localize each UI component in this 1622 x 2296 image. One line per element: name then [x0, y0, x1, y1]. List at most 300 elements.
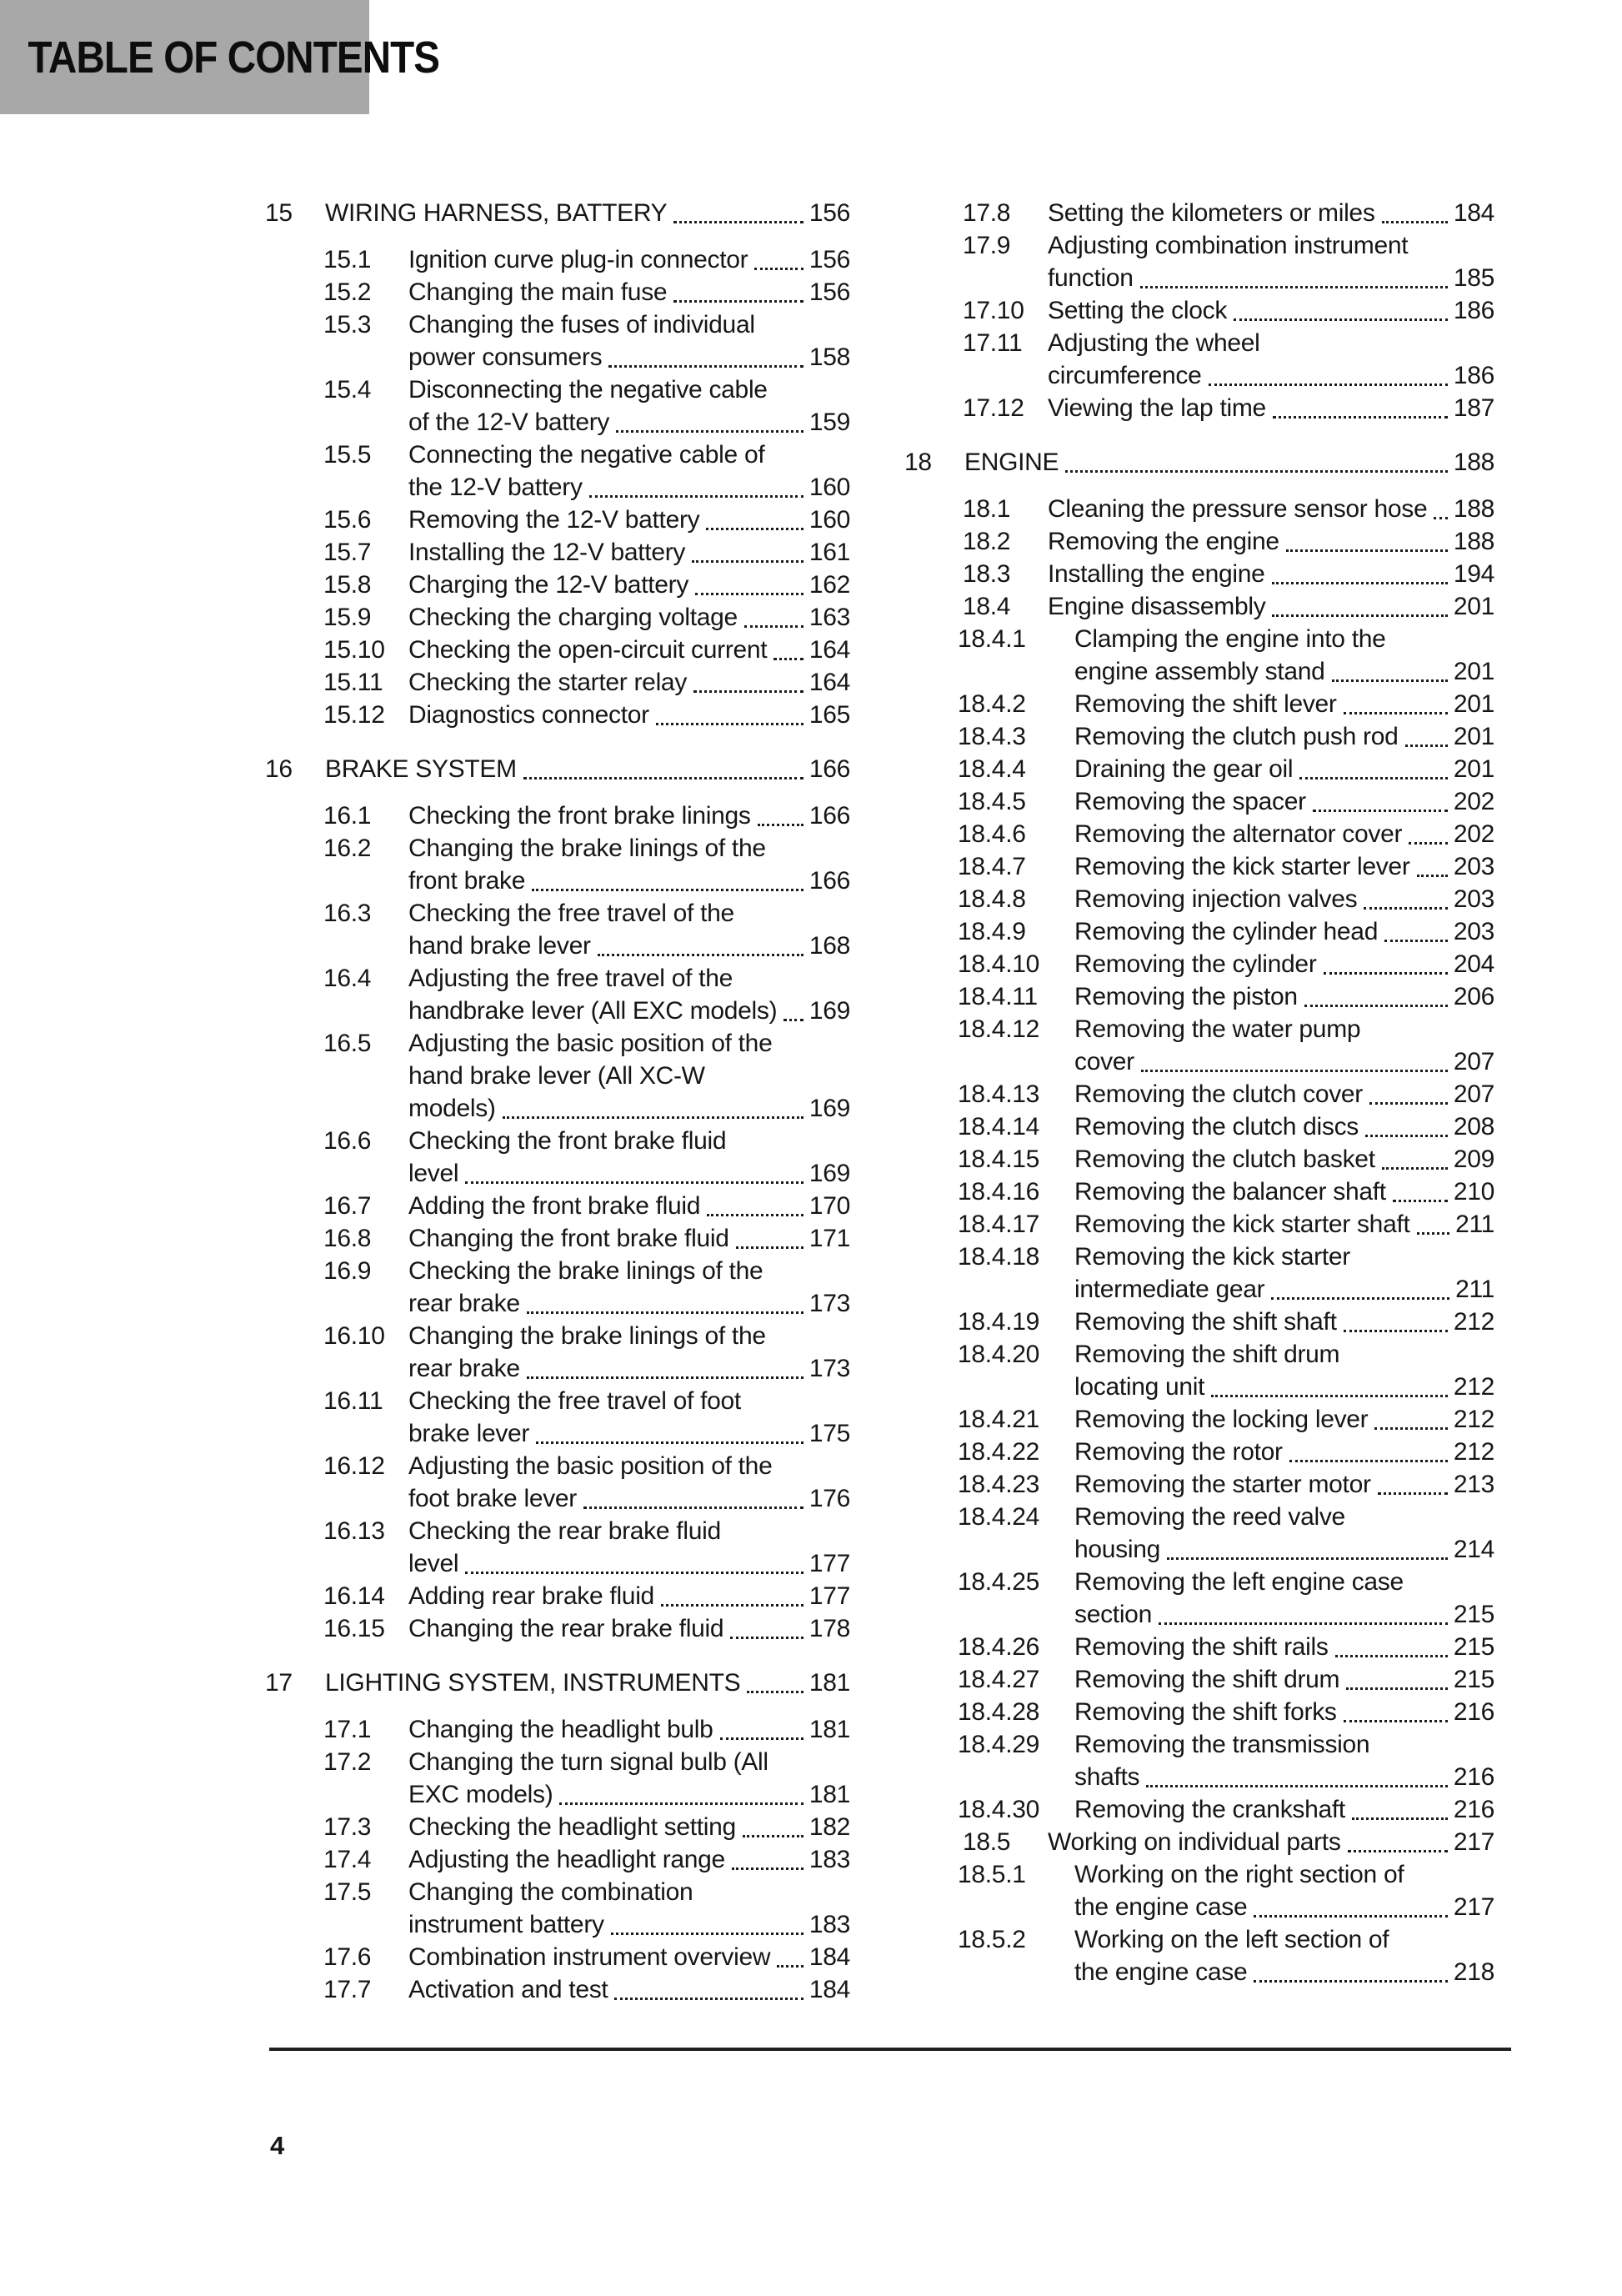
toc-entry-line-text: Removing the engine [1048, 528, 1279, 555]
toc-entry [904, 327, 1494, 392]
toc-entry-title [1074, 1793, 1494, 1826]
toc-entry-line-text: Checking the charging voltage [408, 604, 738, 631]
toc-entry-title [1074, 1501, 1494, 1566]
toc-entry-line [408, 536, 850, 569]
toc-entry-line [1048, 262, 1494, 294]
toc-entry-line [1074, 1306, 1494, 1338]
toc-entry-line [408, 1908, 850, 1941]
toc-entry-page: 217 [1453, 1893, 1494, 1921]
toc-entry-page: 158 [808, 343, 850, 371]
toc-entry-line [408, 1482, 850, 1515]
toc-entry-line-text: Setting the kilometers or miles [1048, 199, 1375, 227]
dot-leader [783, 1019, 803, 1021]
toc-entry-line [1074, 818, 1494, 850]
toc-entry-title [408, 1580, 850, 1612]
toc-entry-title [408, 1713, 850, 1746]
toc-entry-number: 16.7 [323, 1192, 372, 1220]
toc-entry-page: 212 [1453, 1308, 1494, 1336]
dot-leader [1364, 907, 1448, 910]
toc-entry [904, 915, 1494, 948]
toc-entry-title [1048, 590, 1494, 623]
toc-entry [265, 1876, 850, 1941]
toc-entry-title [325, 197, 850, 229]
toc-entry-line [1074, 1533, 1494, 1566]
toc-entry-title [408, 800, 850, 832]
dot-leader [1209, 384, 1448, 386]
toc-entry-line-text: rear brake [408, 1290, 520, 1317]
toc-entry [265, 1190, 850, 1222]
toc-entry [904, 558, 1494, 590]
toc-entry-number: 18.4.18 [958, 1243, 1039, 1271]
toc-entry [265, 666, 850, 699]
toc-entry-page: 188 [1453, 528, 1494, 555]
toc-entry-line [408, 800, 850, 832]
toc-entry-number: 18.4.28 [958, 1698, 1039, 1726]
toc-entry-title [1074, 1110, 1494, 1143]
toc-entry-number: 15.2 [323, 278, 372, 306]
toc-entry-line-text: Removing the kick starter shaft [1074, 1211, 1410, 1238]
dot-leader [1234, 318, 1448, 321]
toc-entry-line-text: Installing the engine [1048, 560, 1265, 588]
dot-leader [536, 1441, 803, 1444]
toc-entry [904, 392, 1494, 424]
toc-entry-line-text: Removing the shift lever [1074, 690, 1337, 718]
dot-leader [743, 1835, 803, 1837]
toc-entry-page: 173 [808, 1355, 850, 1382]
toc-entry-page: 212 [1453, 1438, 1494, 1466]
dot-leader [736, 1246, 803, 1249]
dot-leader [773, 658, 803, 660]
toc-entry [904, 1013, 1494, 1078]
toc-entry-page: 201 [1453, 755, 1494, 783]
toc-entry-number: 17.11 [963, 329, 1023, 357]
toc-entry-line: Connecting the negative cable of [408, 441, 765, 469]
toc-entry-number: 18.4.7 [958, 853, 1026, 880]
toc-entry-number: 15 [265, 199, 293, 227]
toc-entry-page: 169 [808, 1095, 850, 1122]
dot-leader [1369, 1102, 1448, 1105]
toc-entry [904, 1923, 1494, 1988]
toc-entry-number: 18.2 [963, 528, 1011, 555]
dot-leader [1378, 1492, 1448, 1495]
toc-entry-line-text: Engine disassembly [1048, 593, 1266, 620]
toc-entry-line-text: the engine case [1074, 1958, 1248, 1986]
toc-entry-line [1048, 392, 1494, 424]
toc-entry-number: 18.4.26 [958, 1633, 1039, 1661]
toc-entry [904, 1858, 1494, 1923]
toc-entry-title [1048, 197, 1494, 229]
dot-leader [673, 300, 803, 303]
toc-entry-title [1074, 1208, 1494, 1241]
toc-entry-title [1074, 623, 1494, 688]
toc-entry-number: 18.4.13 [958, 1080, 1039, 1108]
toc-entry-line-text: the engine case [1074, 1893, 1248, 1921]
toc-entry-title [1074, 915, 1494, 948]
toc-entry-page: 185 [1453, 264, 1494, 292]
dot-leader [1384, 940, 1448, 942]
toc-entry-page: 171 [808, 1225, 850, 1252]
toc-entry-line: Changing the turn signal bulb (All [408, 1748, 768, 1776]
toc-entry-number: 18.4.19 [958, 1308, 1039, 1336]
toc-entry-line [408, 1580, 850, 1612]
toc-entry-line [1048, 590, 1494, 623]
toc-entry-line: Changing the combination [408, 1878, 693, 1906]
dot-leader [1299, 777, 1448, 780]
toc-entry-line [1074, 1696, 1494, 1728]
toc-entry-line: Adjusting the basic position of the [408, 1452, 773, 1480]
dot-leader [1393, 1200, 1448, 1202]
toc-entry [265, 1515, 850, 1580]
toc-entry-number: 15.1 [323, 246, 372, 273]
toc-entry [904, 1143, 1494, 1176]
toc-entry-line [1048, 197, 1494, 229]
toc-entry [265, 1941, 850, 1973]
toc-entry-page: 215 [1453, 1601, 1494, 1628]
toc-entry [265, 897, 850, 962]
toc-entry [265, 1746, 850, 1811]
toc-entry-title [408, 1876, 850, 1941]
toc-entry-title [1048, 229, 1494, 294]
toc-entry-title [408, 536, 850, 569]
toc-entry-line [1048, 1826, 1494, 1858]
toc-entry [904, 1566, 1494, 1631]
toc-entry-line [408, 1973, 850, 2006]
toc-entry-number: 18.4.8 [958, 885, 1026, 913]
toc-entry-number: 15.12 [323, 701, 385, 729]
toc-entry-line-text: level [408, 1160, 459, 1187]
dot-leader [1140, 286, 1448, 288]
toc-entry-line-text: Removing the starter motor [1074, 1471, 1371, 1498]
toc-entry-line [1048, 525, 1494, 558]
toc-entry-title [1074, 1923, 1494, 1988]
toc-entry-title [408, 308, 850, 373]
toc-entry-number: 18.4.11 [958, 983, 1038, 1010]
toc-entry-title [1074, 688, 1494, 720]
toc-entry-line: Adjusting combination instrument [1048, 232, 1409, 259]
toc-entry [904, 1663, 1494, 1696]
toc-entry-page: 216 [1453, 1763, 1494, 1791]
toc-entry [904, 229, 1494, 294]
toc-entry-page: 211 [1455, 1276, 1494, 1303]
toc-entry [904, 525, 1494, 558]
toc-entry-number: 18.4.3 [958, 723, 1026, 750]
toc-entry-page: 216 [1453, 1698, 1494, 1726]
toc-entry-title [408, 569, 850, 601]
toc-entry-number: 18.3 [963, 560, 1011, 588]
toc-entry-line-text: cover [1074, 1048, 1134, 1075]
toc-entry-line-text: Removing injection valves [1074, 885, 1358, 913]
toc-entry [265, 1843, 850, 1876]
footer-page-number: 4 [270, 2131, 285, 2160]
toc-entry-line [1074, 1598, 1494, 1631]
toc-entry-page: 183 [808, 1846, 850, 1873]
toc-entry-number: 16.10 [323, 1322, 385, 1350]
toc-entry-line [1074, 785, 1494, 818]
toc-entry-line [1074, 720, 1494, 753]
toc-entry-line-text: Removing the 12-V battery [408, 506, 700, 534]
toc-entry-line [1074, 753, 1494, 785]
toc-entry-number: 18.4.27 [958, 1666, 1039, 1693]
dot-leader [1273, 416, 1448, 419]
toc-entry-page: 184 [808, 1943, 850, 1971]
toc-entry-line-text: models) [408, 1095, 496, 1122]
toc-entry-page: 156 [808, 246, 850, 273]
toc-entry-line-text: Draining the gear oil [1074, 755, 1294, 783]
toc-entry-line-text: Viewing the lap time [1048, 394, 1266, 422]
toc-entry-line [408, 1713, 850, 1746]
toc-entry-title [408, 373, 850, 439]
toc-entry-line [408, 666, 850, 699]
toc-entry [904, 1110, 1494, 1143]
dot-leader [589, 495, 803, 498]
toc-entry-title [1074, 785, 1494, 818]
dot-leader [1272, 582, 1448, 584]
toc-entry-title [1074, 1436, 1494, 1468]
toc-entry-line: Removing the left engine case [1074, 1568, 1404, 1596]
dot-leader [1313, 810, 1448, 812]
header-band [0, 0, 440, 114]
toc-entry-title [1074, 1728, 1494, 1793]
toc-entry-title [1074, 1858, 1494, 1923]
toc-entry-line-text: Changing the front brake fluid [408, 1225, 729, 1252]
dot-leader [1141, 1070, 1448, 1072]
toc-entry-number: 18.4.22 [958, 1438, 1039, 1466]
toc-entry-page: 181 [808, 1716, 850, 1743]
toc-entry-page: 218 [1453, 1958, 1494, 1986]
dot-leader [1405, 744, 1448, 747]
toc-entry [904, 294, 1494, 327]
dot-leader [1344, 712, 1448, 714]
toc-entry-line-text: handbrake lever (All EXC models) [408, 997, 778, 1025]
toc-entry-line-text: Removing the rotor [1074, 1438, 1283, 1466]
toc-entry [265, 1385, 850, 1450]
toc-entry-line [408, 699, 850, 731]
dot-leader [1065, 470, 1448, 473]
toc-entry-title [1048, 1826, 1494, 1858]
toc-entry-number: 16.15 [323, 1615, 385, 1642]
toc-entry-page: 168 [808, 932, 850, 960]
toc-entry [265, 1027, 850, 1125]
toc-entry-number: 16.2 [323, 835, 372, 862]
toc-entry-number: 17.12 [963, 394, 1024, 422]
toc-entry-number: 18.1 [963, 495, 1011, 523]
toc-entry-line-text: housing [1074, 1536, 1160, 1563]
toc-entry-page: 194 [1453, 560, 1494, 588]
dot-leader [1167, 1557, 1448, 1560]
toc-entry [265, 1580, 850, 1612]
toc-entry-number: 16.6 [323, 1127, 372, 1155]
toc-entry-line-text: Cleaning the pressure sensor hose [1048, 495, 1428, 523]
toc-entry-line: Checking the free travel of the [408, 900, 734, 927]
toc-entry-title [408, 634, 850, 666]
toc-entry-line-text: Checking the starter relay [408, 669, 688, 696]
toc-entry [904, 1306, 1494, 1338]
toc-entry-page: 207 [1453, 1080, 1494, 1108]
toc-entry-line [408, 1941, 850, 1973]
toc-entry [265, 1450, 850, 1515]
toc-entry-title [408, 1255, 850, 1320]
toc-entry-line [1074, 980, 1494, 1013]
toc-entry-title [408, 1973, 850, 2006]
dot-leader [1344, 1330, 1448, 1332]
toc-entry-line-text: Removing the cylinder head [1074, 918, 1379, 945]
toc-entry-line [1074, 1143, 1494, 1176]
toc-entry-title [1074, 1338, 1494, 1403]
toc-entry-number: 18.4 [963, 593, 1011, 620]
dot-leader [661, 1604, 803, 1607]
toc-entry-page: 201 [1453, 723, 1494, 750]
toc-entry [904, 720, 1494, 753]
toc-entry-page: 186 [1453, 362, 1494, 389]
toc-entry-line [408, 1287, 850, 1320]
toc-entry-line-text: function [1048, 264, 1134, 292]
dot-leader [1409, 842, 1448, 845]
toc-entry-line: Removing the transmission [1074, 1731, 1370, 1758]
toc-entry-page: 177 [808, 1582, 850, 1610]
toc-entry-title [408, 962, 850, 1027]
toc-entry [904, 1631, 1494, 1663]
toc-entry-number: 16.8 [323, 1225, 372, 1252]
toc-entry [904, 623, 1494, 688]
dot-leader [1289, 1460, 1448, 1462]
dot-leader [754, 268, 803, 270]
toc-entry [904, 1241, 1494, 1306]
dot-leader [758, 824, 803, 826]
toc-entry-line-text: foot brake lever [408, 1485, 577, 1512]
toc-entry-title [1074, 1176, 1494, 1208]
dot-leader [608, 365, 803, 368]
toc-entry-line [1074, 1436, 1494, 1468]
dot-leader [559, 1802, 803, 1805]
toc-entry-line-text: Removing the shift drum [1074, 1666, 1340, 1693]
toc-entry-number: 16.4 [323, 965, 372, 992]
toc-entry-title [1074, 1306, 1494, 1338]
toc-entry-line [1074, 1371, 1494, 1403]
toc-entry-line [408, 601, 850, 634]
toc-entry-line [1074, 1891, 1494, 1923]
toc-entry-number: 18.4.5 [958, 788, 1026, 815]
toc-entry-number: 15.5 [323, 441, 372, 469]
dot-leader [1286, 549, 1448, 552]
toc-entry-page: 207 [1453, 1048, 1494, 1075]
dot-leader [706, 528, 803, 530]
toc-entry-title [408, 832, 850, 897]
toc-entry-line-text: Changing the rear brake fluid [408, 1615, 724, 1642]
toc-entry-page: 214 [1453, 1536, 1494, 1563]
toc-entry-line-text: Removing the locking lever [1074, 1406, 1369, 1433]
dot-leader [730, 1637, 803, 1639]
toc-chapter-entry [904, 446, 1494, 479]
toc-entry-page: 166 [808, 802, 850, 830]
toc-entry-page: 217 [1453, 1828, 1494, 1856]
toc-entry-page: 156 [808, 278, 850, 306]
toc-entry-page: 175 [808, 1420, 850, 1447]
toc-entry-number: 18.4.6 [958, 820, 1026, 848]
toc-entry-line-text: Ignition curve plug-in connector [408, 246, 748, 273]
toc-entry-line-text: front brake [408, 867, 526, 895]
toc-entry-line [408, 341, 850, 373]
toc-entry-number: 15.9 [323, 604, 372, 631]
dot-leader [707, 1214, 803, 1216]
toc-entry [265, 569, 850, 601]
toc-entry-number: 16.5 [323, 1030, 372, 1057]
toc-entry-page: 170 [808, 1192, 850, 1220]
toc-entry [904, 1208, 1494, 1241]
toc-entry-number: 16 [265, 755, 293, 783]
dot-leader [1159, 1622, 1448, 1625]
dot-leader [465, 1181, 803, 1184]
toc-entry-line [408, 1843, 850, 1876]
toc-entry [265, 536, 850, 569]
toc-entry-number: 17.7 [323, 1976, 372, 2003]
toc-entry-page: 178 [808, 1615, 850, 1642]
toc-entry-line [408, 1417, 850, 1450]
toc-entry-number: 18.5.2 [958, 1926, 1026, 1953]
dot-leader [532, 889, 803, 891]
toc-entry [265, 601, 850, 634]
toc-entry-title [325, 753, 850, 785]
toc-entry [265, 1125, 850, 1190]
toc-entry-line [1074, 1078, 1494, 1110]
toc-entry-page: 181 [808, 1669, 850, 1697]
toc-entry-page: 177 [808, 1550, 850, 1577]
toc-entry-line-text: Adjusting the headlight range [408, 1846, 725, 1873]
toc-entry-number: 17.3 [323, 1813, 372, 1841]
toc-entry-line [408, 1547, 850, 1580]
toc-entry-line-text: Adding the front brake fluid [408, 1192, 701, 1220]
toc-entry-page: 169 [808, 1160, 850, 1187]
toc-entry-line-text: Removing the shift shaft [1074, 1308, 1337, 1336]
toc-entry-line [1074, 688, 1494, 720]
toc-entry [904, 785, 1494, 818]
toc-entry [265, 276, 850, 308]
toc-entry-page: 208 [1453, 1113, 1494, 1140]
toc-entry-page: 209 [1453, 1145, 1494, 1173]
toc-entry-page: 176 [808, 1485, 850, 1512]
toc-entry-line: Removing the shift drum [1074, 1341, 1340, 1368]
toc-entry-line [325, 1667, 850, 1699]
toc-entry-page: 215 [1453, 1666, 1494, 1693]
toc-entry-line-text: Changing the headlight bulb [408, 1716, 713, 1743]
dot-leader [1374, 1427, 1447, 1430]
toc-entry-number: 18.4.29 [958, 1731, 1039, 1758]
toc-entry-title [1074, 818, 1494, 850]
toc-entry-line-text: BRAKE SYSTEM [325, 755, 517, 783]
toc-entry-number: 16.12 [323, 1452, 385, 1480]
toc-entry-title [408, 243, 850, 276]
toc-entry-line [408, 1190, 850, 1222]
toc-entry-number: 18.4.2 [958, 690, 1026, 718]
toc-entry-line-text: Removing the crankshaft [1074, 1796, 1345, 1823]
toc-entry-number: 18.4.20 [958, 1341, 1039, 1368]
toc-entry-page: 188 [1453, 495, 1494, 523]
toc-entry-number: 18.5.1 [958, 1861, 1026, 1888]
toc-entry-line [1074, 655, 1494, 688]
toc-entry-line-text: Removing the alternator cover [1074, 820, 1403, 848]
dot-leader [692, 560, 803, 563]
toc-entry-number: 16.14 [323, 1582, 385, 1610]
dot-leader [695, 593, 803, 595]
toc-entry-title [1048, 525, 1494, 558]
toc-entry-line [1074, 1631, 1494, 1663]
toc-entry-page: 163 [808, 604, 850, 631]
toc-entry-title [408, 1125, 850, 1190]
toc-entry-line-text: Charging the 12-V battery [408, 571, 689, 599]
toc-entry-number: 18.4.25 [958, 1568, 1039, 1596]
toc-entry-line-text: hand brake lever [408, 932, 591, 960]
toc-entry-line: Removing the kick starter [1074, 1243, 1350, 1271]
toc-entry-title [408, 1222, 850, 1255]
